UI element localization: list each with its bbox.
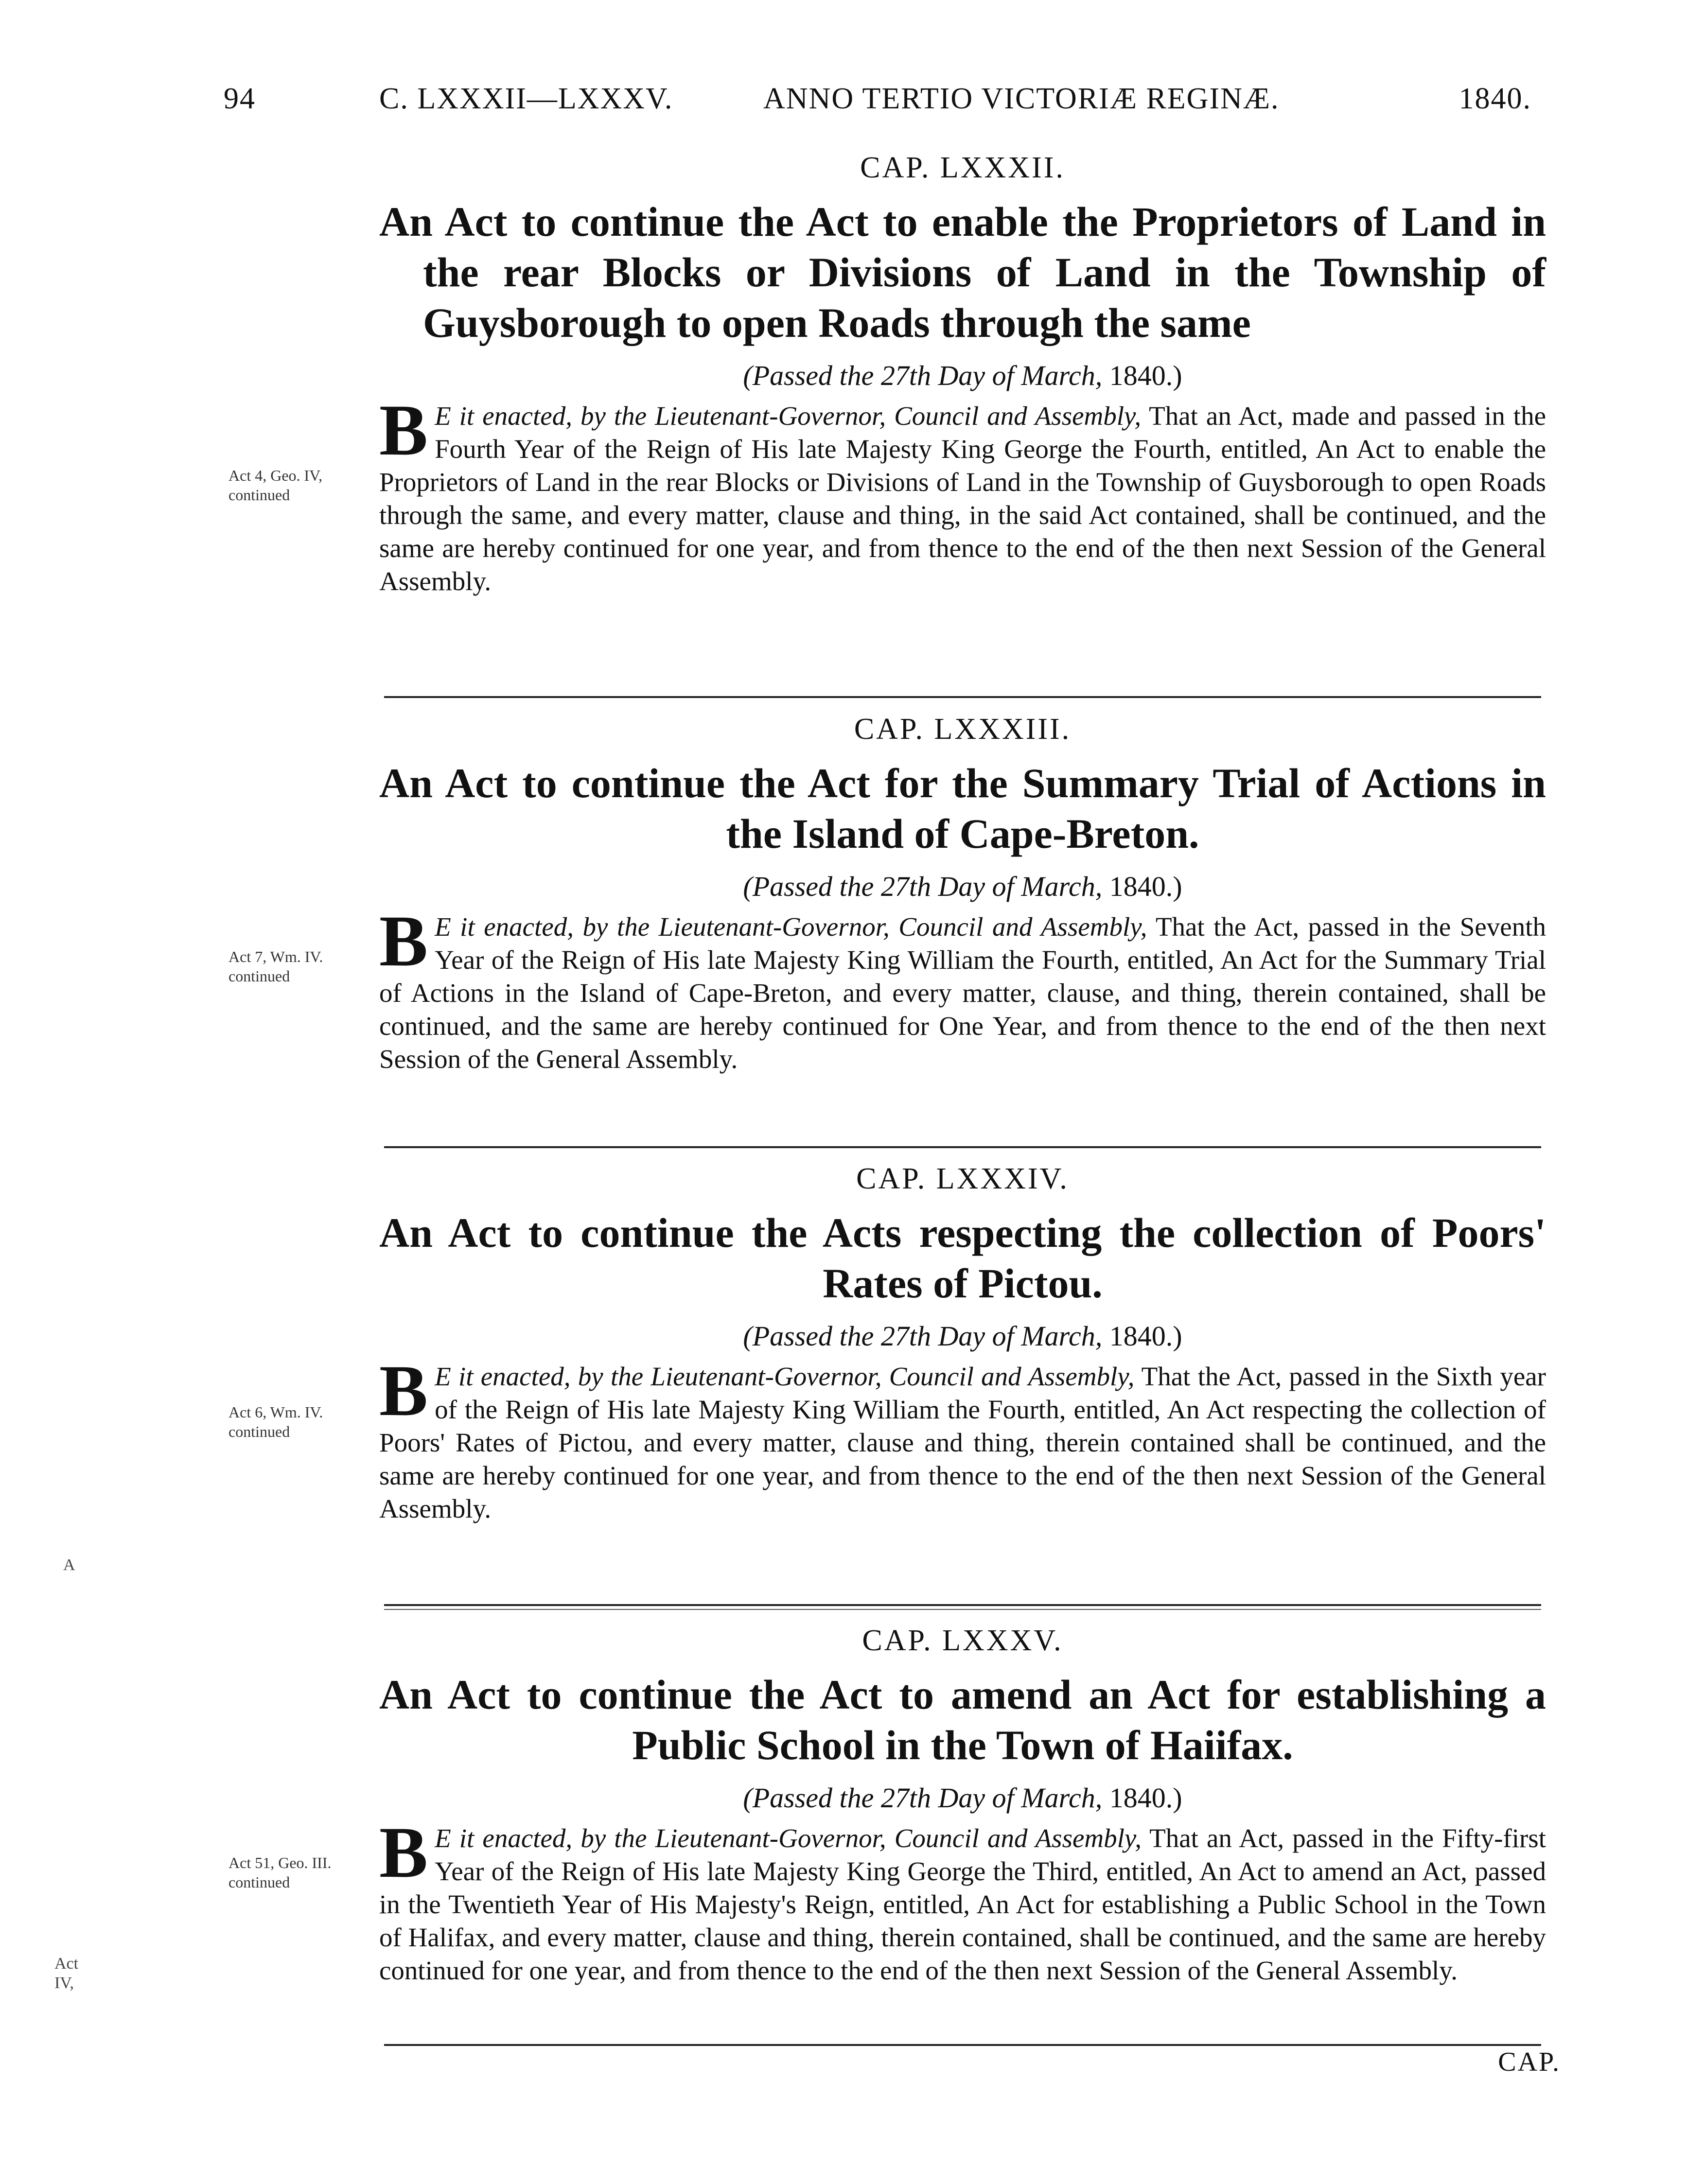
section-divider bbox=[384, 696, 1541, 698]
running-header bbox=[224, 82, 1531, 125]
cap-heading: CAP. LXXXII. bbox=[860, 151, 1065, 184]
section-divider bbox=[384, 1604, 1541, 1610]
section-divider bbox=[384, 2044, 1541, 2046]
act-title: An Act to continue the Acts respecting the collection of Poors' Rates of Pictou. bbox=[379, 1209, 1546, 1307]
margin-note: Act 4, Geo. IV, continued bbox=[228, 467, 323, 504]
act-text: That an Act, made and passed in the Fourth Year of the Reign of His late Majesty King George the Fourth, entitled, An Act to enable the Proprietors of Land in the rear Blocks or Divisions of Land in the Township of Guysborough to open Roads through the same, and every matter, clause and thing, in the said Act contained, shall be continued, and the same are hereby continued for one year, and from thence to the end of the then next Session of the General Assembly. bbox=[379, 401, 1546, 596]
drop-cap: B bbox=[379, 1350, 428, 1431]
cap-heading: CAP. LXXXIII. bbox=[854, 713, 1072, 746]
drop-cap: B bbox=[379, 901, 428, 981]
act-body bbox=[379, 901, 1546, 1076]
header-year: 1840. bbox=[1459, 82, 1531, 115]
enacting-clause: E it enacted, by the Lieutenant-Governor, Council and Assembly, bbox=[435, 912, 1147, 942]
stray-mark: A bbox=[63, 1556, 75, 1574]
act-body bbox=[379, 1812, 1546, 1987]
cap-heading: CAP. LXXXV. bbox=[862, 1624, 1063, 1657]
enacting-clause: E it enacted, by the Lieutenant-Governor, Council and Assembly, bbox=[435, 401, 1142, 431]
margin-note: Act 51, Geo. III. continued bbox=[228, 1854, 332, 1891]
drop-cap: B bbox=[379, 390, 428, 471]
act-section-lxxxv bbox=[379, 1619, 1546, 1987]
drop-cap: B bbox=[379, 1812, 428, 1893]
catchword: CAP. bbox=[1498, 2047, 1561, 2077]
passed-date: (Passed the 27th Day of March, 1840.) bbox=[743, 1320, 1182, 1352]
act-body bbox=[379, 390, 1546, 598]
passed-date: (Passed the 27th Day of March, 1840.) bbox=[743, 360, 1182, 391]
act-section-lxxxiii bbox=[379, 707, 1546, 1076]
passed-date: (Passed the 27th Day of March, 1840.) bbox=[743, 871, 1182, 902]
act-title: An Act to continue the Act to amend an Act for establishing a Public School in the Town of Haiifax. bbox=[379, 1671, 1546, 1768]
stray-mark: Act IV, bbox=[54, 1955, 79, 1992]
margin-note: Act 6, Wm. IV. continued bbox=[228, 1403, 323, 1440]
running-title: ANNO TERTIO VICTORIÆ REGINÆ. bbox=[763, 82, 1280, 115]
cap-heading: CAP. LXXXIV. bbox=[856, 1162, 1069, 1195]
act-body bbox=[379, 1350, 1546, 1525]
act-title: An Act to continue the Act to enable the Proprietors of Land in the rear Blocks or Divisions of Land in the Township of Guysborough to open Roads through the same bbox=[379, 198, 1546, 346]
act-title: An Act to continue the Act for the Summary Trial of Actions in the Island of Cape-Breton. bbox=[379, 760, 1546, 857]
act-section-lxxxii bbox=[379, 146, 1546, 598]
enacting-clause: E it enacted, by the Lieutenant-Governor, Council and Assembly, bbox=[435, 1823, 1142, 1853]
enacting-clause: E it enacted, by the Lieutenant-Governor, Council and Assembly, bbox=[435, 1362, 1135, 1391]
act-text: That the Act, passed in the Sixth year of the Reign of His late Majesty King William the Fourth, entitled, An Act respecting the collection of Poors' Rates of Pictou, and every matter, clause and thing, therein contained shall be continued, and the same are hereby continued for one year, and from thence to the end of the then next Session of the General Assembly. bbox=[379, 1362, 1546, 1523]
chapter-range: C. LXXXII—LXXXV. bbox=[379, 82, 673, 115]
margin-note: Act 7, Wm. IV. continued bbox=[228, 948, 323, 985]
act-section-lxxxiv bbox=[379, 1157, 1546, 1525]
section-divider bbox=[384, 1146, 1541, 1148]
passed-date: (Passed the 27th Day of March, 1840.) bbox=[743, 1782, 1182, 1814]
act-text: That an Act, passed in the Fifty-first Year of the Reign of His late Majesty King George the Third, entitled, An Act to amend an Act, passed in the Twentieth Year of His Majesty's Reign, entitled, An Act for establishing a Public School in the Town of Halifax, and every matter, clause and thing, therein contained, shall be continued, and the same are hereby continued for one year, and from thence to the end of the then next Session of the General Assembly. bbox=[379, 1823, 1546, 1985]
act-text: That the Act, passed in the Seventh Year of the Reign of His late Majesty King William the Fourth, entitled, An Act for the Summary Trial of Actions in the Island of Cape-Breton, and every matter, clause, and thing, therein contained, shall be continued, and the same are hereby continued for One Year, and from thence to the end of the then next Session of the General Assembly. bbox=[379, 912, 1546, 1074]
page-number: 94 bbox=[224, 82, 256, 115]
